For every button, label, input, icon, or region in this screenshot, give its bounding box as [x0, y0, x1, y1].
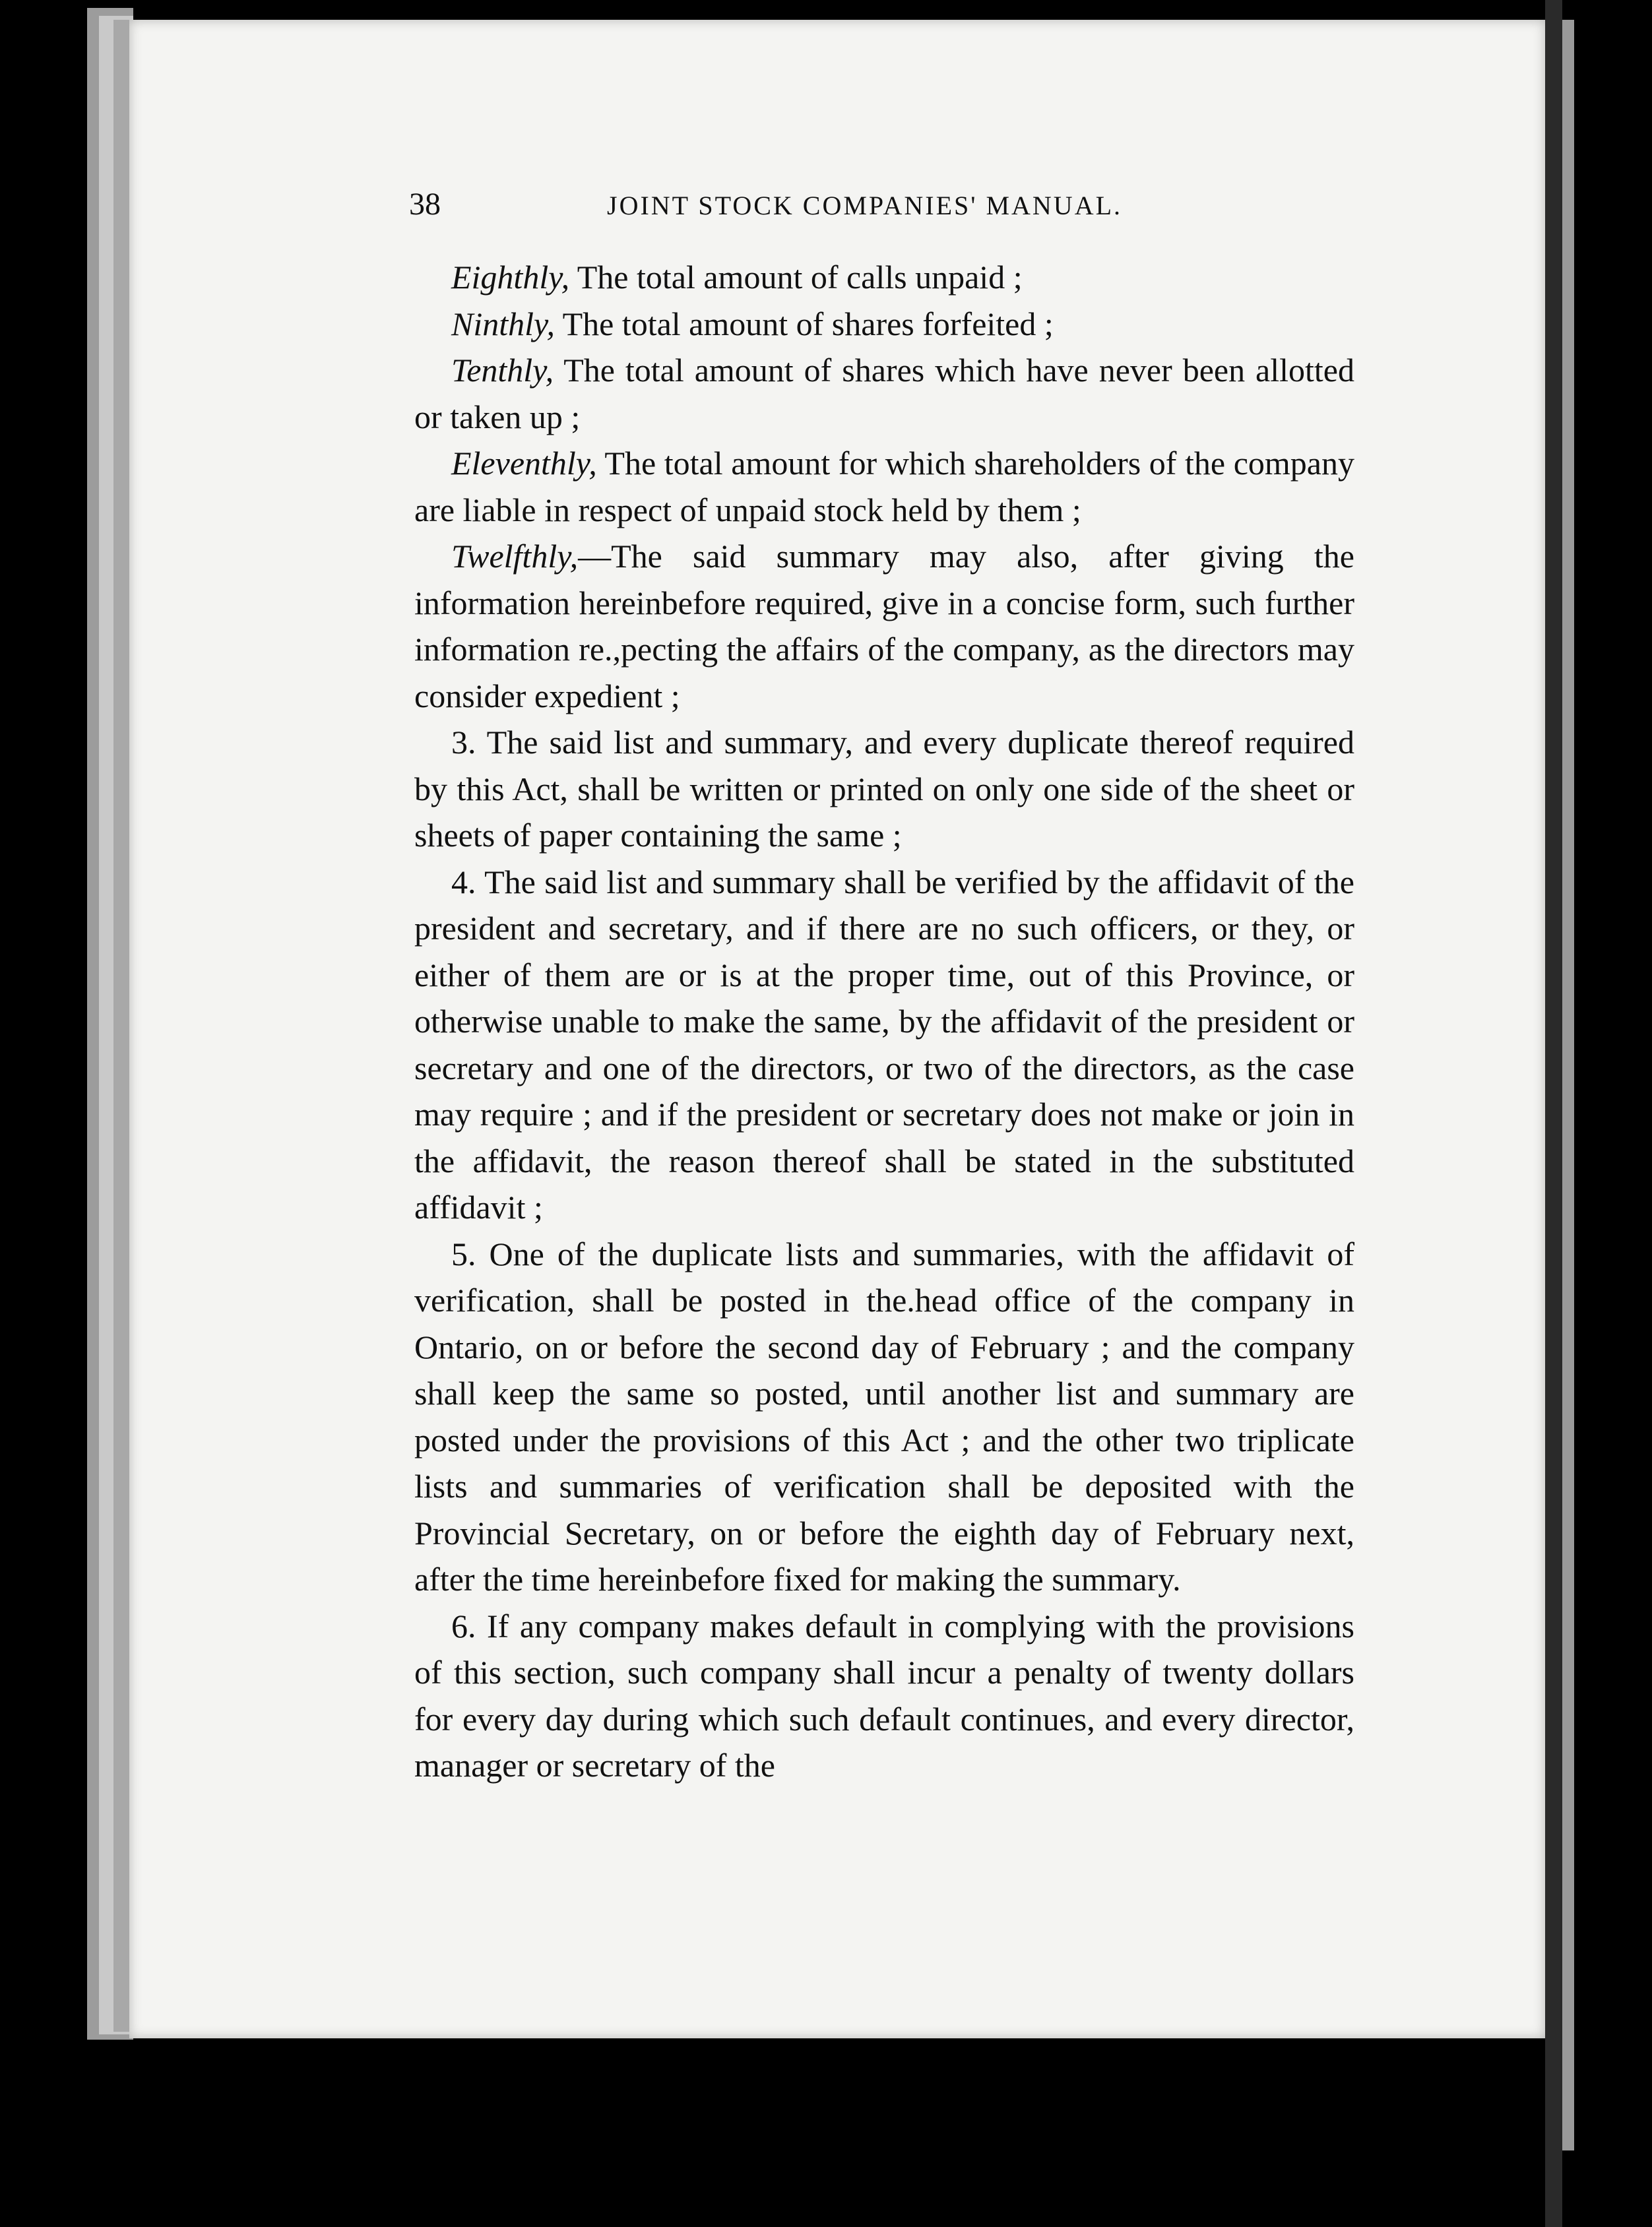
paragraph-text: 6. If any company makes default in complying with the provisions of this section, such company shall incur a penalty of twenty dollars for every day during which such default continues, and every director, manager or secretary of the — [414, 1607, 1354, 1784]
paragraph-text: The total amount of calls unpaid ; — [569, 259, 1023, 296]
paragraph — [414, 719, 1354, 859]
paragraph — [414, 440, 1354, 533]
paragraph — [414, 347, 1354, 440]
body-text — [414, 254, 1354, 1789]
paragraph-lead: Ninthly, — [451, 305, 555, 342]
paragraph-lead: Eighthly, — [451, 259, 570, 296]
page-number: 38 — [409, 187, 441, 222]
paragraph-text: 5. One of the duplicate lists and summaries, with the affidavit of verification, shall be posted in the.head office of the company in Ontario, on or before the second day of February ; and the company shall keep the same so posted, until another list and summary are posted under the provisions of this Act ; and the other two triplicate lists and summaries of verification shall be deposited with the Provincial Secretary, on or before the eighth day of February next, after the time hereinbefore fixed for making the summary. — [414, 1235, 1354, 1598]
book-spine — [1545, 0, 1562, 2227]
paragraph-text: The total amount of shares which have never been allotted or taken up ; — [414, 352, 1354, 435]
paragraph-text: —The said summary may also, after giving the information hereinbefore required, give in a concise form, such further information re.,pecting the affairs of the company, as the directors may consider expedient ; — [414, 538, 1354, 714]
paragraph-text: The total amount of shares forfeited ; — [554, 305, 1054, 342]
paragraph-lead: Tenthly, — [451, 352, 554, 389]
paragraph-text: The total amount for which shareholders of the company are liable in respect of unpaid stock held by them ; — [414, 445, 1354, 528]
paragraph-text: 4. The said list and summary shall be verified by the affidavit of the president and secretary, and if there are no such officers, or they, or either of them are or is at the proper time, out of this Province, or otherwise unable to make the same, by the affidavit of the president or secretary and one of the directors, or two of the directors, as the case may require ; and if the president or secretary does not make or join in the affidavit, the reason thereof shall be stated in the substituted affidavit ; — [414, 863, 1354, 1226]
page-header — [409, 186, 1359, 232]
running-title: JOINT STOCK COMPANIES' MANUAL. — [607, 191, 1123, 220]
paragraph — [414, 301, 1354, 348]
paragraph-lead: Twelfthly, — [451, 538, 579, 575]
paragraph — [414, 533, 1354, 719]
paragraph — [414, 859, 1354, 1231]
paragraph-lead: Eleventhly, — [451, 445, 597, 482]
paragraph — [414, 254, 1354, 301]
paragraph — [414, 1231, 1354, 1603]
facing-page-edge — [1562, 20, 1574, 2150]
paragraph-text: 3. The said list and summary, and every duplicate thereof required by this Act, shall be written or printed on only one side of the sheet or sheets of paper containing the same ; — [414, 724, 1354, 854]
paragraph — [414, 1603, 1354, 1789]
